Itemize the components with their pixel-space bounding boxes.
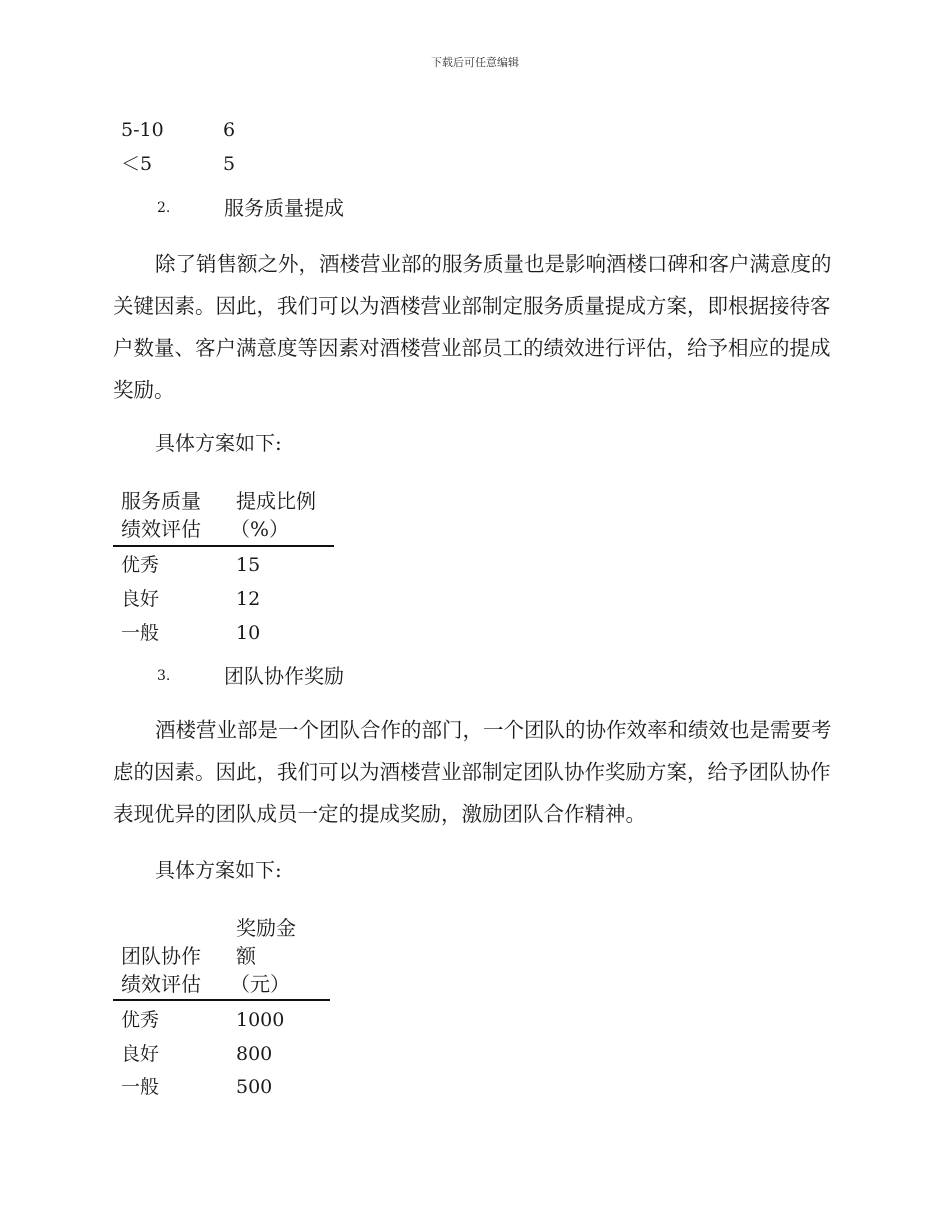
- section-2-title: 服务质量提成: [224, 196, 344, 220]
- table-cell-grade: 优秀: [121, 554, 160, 576]
- table-header-cell: 绩效评估: [121, 517, 201, 541]
- table-cell-grade: 优秀: [121, 1009, 160, 1031]
- section-3-plan-label: 具体方案如下:: [155, 858, 282, 882]
- section-3-title: 团队协作奖励: [224, 664, 344, 688]
- table-header-cell: 团队协作: [121, 944, 201, 968]
- table-cell-range: ＜5: [121, 153, 153, 175]
- section-3-number: 3.: [157, 668, 171, 684]
- table-cell-value: 10: [236, 622, 261, 644]
- page-header: 下载后可任意编辑: [431, 56, 519, 69]
- table-header-rule: [113, 545, 334, 547]
- table-cell-value: 5: [223, 153, 236, 175]
- table-cell-value: 15: [236, 554, 261, 576]
- table-cell-value: 12: [236, 588, 261, 610]
- table-header-cell: （%）: [230, 517, 290, 541]
- section-2-plan-label: 具体方案如下:: [155, 431, 282, 455]
- table-cell-range: 5-10: [121, 119, 164, 141]
- table-header-rule: [113, 999, 330, 1001]
- table-header-cell: 奖励金: [236, 916, 296, 940]
- table-cell-grade: 良好: [121, 588, 160, 610]
- table-header-cell: 额: [236, 944, 256, 968]
- table-cell-value: 1000: [236, 1009, 285, 1031]
- table-header-cell: 提成比例: [236, 489, 316, 513]
- table-cell-value: 800: [236, 1043, 273, 1065]
- table-cell-value: 500: [236, 1076, 273, 1098]
- section-2-number: 2.: [157, 200, 171, 216]
- table-cell-grade: 一般: [121, 1076, 160, 1098]
- table-cell-grade: 一般: [121, 622, 160, 644]
- table-header-cell: 服务质量: [121, 489, 201, 513]
- section-2-paragraph: 除了销售额之外，酒楼营业部的服务质量也是影响酒楼口碑和客户满意度的关键因素。因此，我们可以为酒楼营业部制定服务质量提成方案，即根据接待客户数量、客户满意度等因素对酒楼营业部员工的绩效进行评估，给予相应的提成奖励。: [113, 252, 832, 402]
- table-header-cell: （元）: [230, 972, 290, 996]
- table-cell-grade: 良好: [121, 1043, 160, 1065]
- table-cell-value: 6: [223, 119, 236, 141]
- section-3-paragraph: 酒楼营业部是一个团队合作的部门，一个团队的协作效率和绩效也是需要考虑的因素。因此，我们可以为酒楼营业部制定团队协作奖励方案，给予团队协作表现优异的团队成员一定的提成奖励，激励团队合作精神。: [113, 718, 832, 826]
- table-header-cell: 绩效评估: [121, 972, 201, 996]
